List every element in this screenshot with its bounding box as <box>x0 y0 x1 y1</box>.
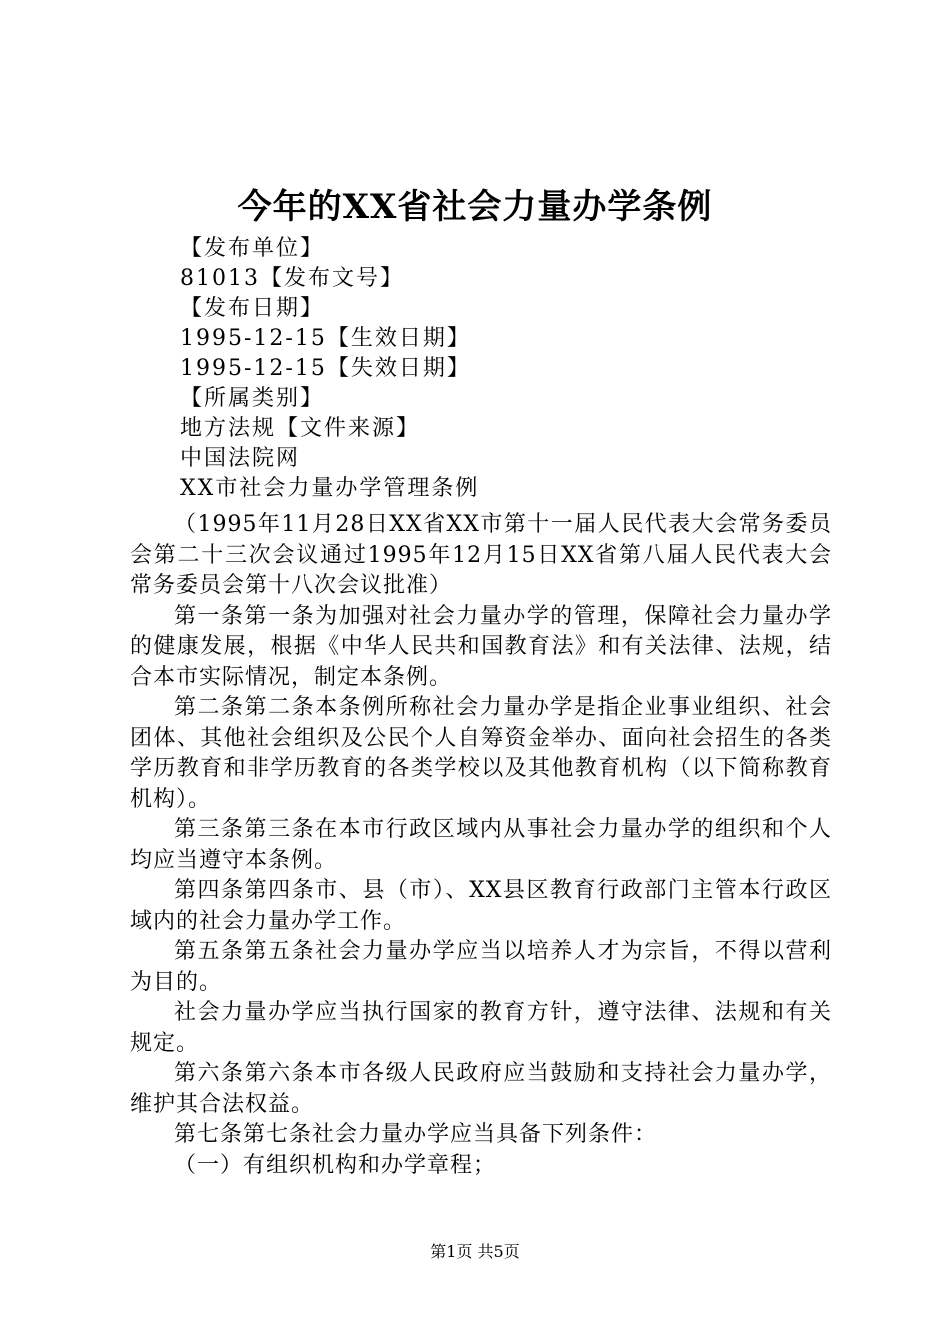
meta-line: 【所属类别】 <box>180 386 325 411</box>
meta-line: XX市社会力量办学管理条例 <box>180 476 480 501</box>
paragraph: 第三条第三条在本市行政区域内从事社会力量办学的组织和个人均应当遵守本条例。 <box>130 817 832 873</box>
paragraph: 社会力量办学应当执行国家的教育方针，遵守法律、法规和有关规定。 <box>130 1000 832 1056</box>
page-footer: 第1页 共5页 <box>430 1242 520 1261</box>
meta-line: 1995-12-15【生效日期】 <box>180 326 471 351</box>
meta-line: 【发布日期】 <box>180 296 325 321</box>
paragraph: 第六条第六条本市各级人民政府应当鼓励和支持社会力量办学，维护其合法权益。 <box>130 1061 832 1117</box>
meta-line: 【发布单位】 <box>180 236 325 261</box>
paragraph: 第五条第五条社会力量办学应当以培养人才为宗旨，不得以营利为目的。 <box>130 939 832 995</box>
meta-line: 1995-12-15【失效日期】 <box>180 356 471 381</box>
paragraph: （1995年11月28日XX省XX市第十一届人民代表大会常务委员会第二十三次会议通过1995年12月15日XX省第八届人民代表大会常务委员会第十八次会议批准） <box>130 512 832 598</box>
meta-line: 中国法院网 <box>180 446 301 471</box>
paragraph: 第二条第二条本条例所称社会力量办学是指企业事业组织、社会团体、其他社会组织及公民个人自筹资金举办、面向社会招生的各类学历教育和非学历教育的各类学校以及其他教育机构（以下简称教育机构）。 <box>130 695 832 812</box>
meta-line: 81013【发布文号】 <box>180 266 404 291</box>
paragraph: 第七条第七条社会力量办学应当具备下列条件： <box>174 1122 658 1147</box>
meta-line: 地方法规【文件来源】 <box>180 416 421 441</box>
paragraph: （一）有组织机构和办学章程； <box>174 1152 497 1178</box>
paragraph: 第四条第四条市、县（市）、XX县区教育行政部门主管本行政区域内的社会力量办学工作。 <box>130 878 832 934</box>
metadata-list <box>180 234 820 504</box>
document-title: 今年的XX省社会力量办学条例 <box>237 187 713 227</box>
paragraph: 第一条第一条为加强对社会力量办学的管理，保障社会力量办学的健康发展，根据《中华人民共和国教育法》和有关法律、法规，结合本市实际情况，制定本条例。 <box>130 603 832 690</box>
document-body <box>130 510 832 1181</box>
